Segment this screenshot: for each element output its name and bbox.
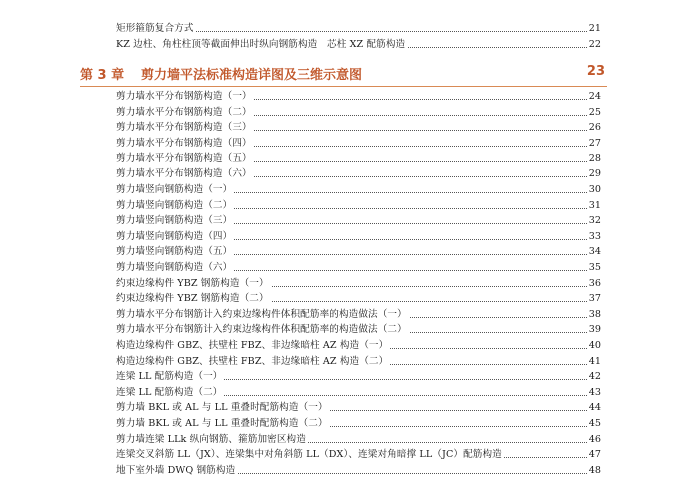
toc-entry[interactable]	[0, 307, 683, 322]
toc-entry-page: 38	[588, 309, 601, 320]
toc-entry[interactable]	[0, 105, 683, 120]
toc-entry-page: 25	[588, 107, 601, 118]
toc-entry[interactable]	[0, 416, 683, 431]
toc-entry[interactable]	[0, 291, 683, 306]
toc-entry-title: 地下室外墙 DWQ 钢筋构造	[116, 465, 236, 476]
toc-entry-title: 构造边缘构件 GBZ、扶壁柱 FBZ、非边缘暗柱 AZ 构造（二）	[116, 356, 389, 367]
toc-entry[interactable]	[0, 400, 683, 415]
toc-entry[interactable]	[0, 213, 683, 228]
toc-entry-page: 45	[588, 418, 601, 429]
toc-entry-title: 剪力墙水平分布钢筋构造（三）	[116, 122, 252, 133]
toc-entry[interactable]	[0, 369, 683, 384]
chapter-page: 23	[586, 64, 605, 79]
toc-entry-title: 剪力墙水平分布钢筋构造（一）	[116, 91, 252, 102]
toc-entry-title: 剪力墙连梁 LLk 纵向钢筋、箍筋加密区构造	[116, 434, 306, 445]
toc-entry[interactable]	[0, 198, 683, 213]
toc-entry-title: 剪力墙竖向钢筋构造（四）	[116, 231, 233, 242]
toc-entry-title: KZ 边柱、角柱柱顶等截面伸出时纵向钢筋构造 芯柱 XZ 配筋构造	[116, 39, 406, 50]
toc-entry[interactable]	[0, 463, 683, 478]
toc-entry-title: 剪力墙水平分布钢筋构造（四）	[116, 138, 252, 149]
toc-entry[interactable]	[0, 166, 683, 181]
toc-entry-title: 矩形箍筋复合方式	[116, 23, 194, 34]
toc-entry-page: 29	[588, 168, 601, 179]
toc-entry-title: 剪力墙水平分布钢筋计入约束边缘构件体积配筋率的构造做法（一）	[116, 309, 407, 320]
toc-entry[interactable]	[0, 151, 683, 166]
toc-entry[interactable]	[0, 322, 683, 337]
toc-entry-title: 约束边缘构件 YBZ 钢筋构造（一）	[116, 278, 269, 289]
toc-entry-page: 21	[588, 23, 601, 34]
toc-entry-page: 36	[588, 278, 601, 289]
toc-entry-page: 24	[588, 91, 601, 102]
toc-entry-page: 26	[588, 122, 601, 133]
toc-entry[interactable]	[0, 260, 683, 275]
chapter-number: 第 3 章	[80, 68, 125, 83]
toc-entry-page: 28	[588, 153, 601, 164]
toc-entry-page: 37	[588, 293, 601, 304]
toc-entry[interactable]	[0, 182, 683, 197]
toc-entry-title: 剪力墙水平分布钢筋计入约束边缘构件体积配筋率的构造做法（二）	[116, 324, 407, 335]
toc-entry-page: 33	[588, 231, 601, 242]
toc-entry-title: 剪力墙 BKL 或 AL 与 LL 重叠时配筋构造（二）	[116, 418, 328, 429]
toc-entry-title: 连梁交叉斜筋 LL（JX）、连梁集中对角斜筋 LL（DX）、连梁对角暗撑 LL（JC）配筋构造	[116, 449, 502, 460]
toc-entry-page: 44	[588, 402, 601, 413]
toc-entry-title: 构造边缘构件 GBZ、扶壁柱 FBZ、非边缘暗柱 AZ 构造（一）	[116, 340, 389, 351]
toc-entry-page: 42	[588, 371, 601, 382]
toc-entry-title: 剪力墙竖向钢筋构造（二）	[116, 200, 233, 211]
toc-entry-page: 34	[588, 246, 601, 257]
toc-entry[interactable]	[0, 244, 683, 259]
toc-entry-title: 连梁 LL 配筋构造（二）	[116, 387, 223, 398]
toc-entry-title: 剪力墙竖向钢筋构造（五）	[116, 246, 233, 257]
toc-entry-page: 27	[588, 138, 601, 149]
toc-entry-page: 47	[588, 449, 601, 460]
toc-entry-page: 35	[588, 262, 601, 273]
toc-entry-title: 剪力墙 BKL 或 AL 与 LL 重叠时配筋构造（一）	[116, 402, 328, 413]
toc-entry-page: 39	[588, 324, 601, 335]
toc-entry[interactable]	[0, 37, 683, 52]
toc-entry-title: 连梁 LL 配筋构造（一）	[116, 371, 223, 382]
chapter-title: 剪力墙平法标准构造详图及三维示意图	[141, 68, 363, 83]
toc-entry[interactable]	[0, 338, 683, 353]
toc-entry-title: 剪力墙水平分布钢筋构造（六）	[116, 168, 252, 179]
toc-entry[interactable]	[0, 276, 683, 291]
toc-entry-title: 剪力墙竖向钢筋构造（一）	[116, 184, 233, 195]
chapter-heading[interactable]	[80, 62, 607, 87]
toc-entry[interactable]	[0, 136, 683, 151]
toc-entry[interactable]	[0, 120, 683, 135]
toc-entry-page: 46	[588, 434, 601, 445]
toc-entry-title: 约束边缘构件 YBZ 钢筋构造（二）	[116, 293, 269, 304]
toc-entry-page: 40	[588, 340, 601, 351]
toc-entry-title: 剪力墙水平分布钢筋构造（五）	[116, 153, 252, 164]
toc-entry[interactable]	[0, 229, 683, 244]
toc-entry-page: 30	[588, 184, 601, 195]
toc-entry[interactable]	[0, 447, 683, 462]
toc-entry-page: 41	[588, 356, 601, 367]
toc-entry[interactable]	[0, 432, 683, 447]
toc-entry-title: 剪力墙竖向钢筋构造（六）	[116, 262, 233, 273]
toc-entry-page: 43	[588, 387, 601, 398]
toc-entry-title: 剪力墙水平分布钢筋构造（二）	[116, 107, 252, 118]
toc-entry-title: 剪力墙竖向钢筋构造（三）	[116, 215, 233, 226]
toc-entry-page: 22	[588, 39, 601, 50]
toc-entry[interactable]	[0, 21, 683, 36]
toc-entry[interactable]	[0, 385, 683, 400]
toc-entry-page: 31	[588, 200, 601, 211]
toc-entry-page: 48	[588, 465, 601, 476]
toc-entry[interactable]	[0, 89, 683, 104]
toc-entry[interactable]	[0, 354, 683, 369]
toc-entry-page: 32	[588, 215, 601, 226]
